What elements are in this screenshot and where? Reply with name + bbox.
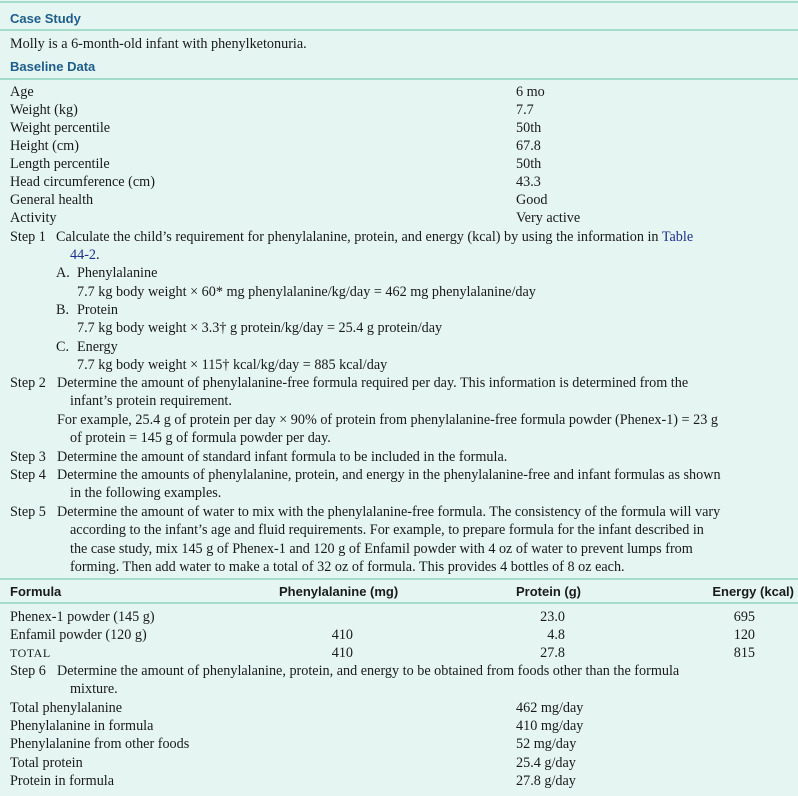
table-cell-energy: 815 <box>733 645 755 661</box>
step-text: infant’s protein requirement. <box>70 393 232 409</box>
column-header-phenylalanine: Phenylalanine (mg) <box>279 584 399 599</box>
table-cell-phe: 410 <box>331 645 353 661</box>
step-text: Determine the amount of standard infant formula to be included in the formula. <box>57 449 508 465</box>
step-text: forming. Then add water to make a total of 32 oz of formula. This provides 4 bottles of 8 oz each. <box>70 559 625 575</box>
column-header-protein: Protein (g) <box>516 584 581 599</box>
step-text: Determine the amount of water to mix with the phenylalanine-free formula. The consistency of the formula will vary <box>57 504 721 520</box>
column-header-energy: Energy (kcal) <box>712 584 794 599</box>
table-header-rule <box>0 602 798 604</box>
column-header-formula: Formula <box>10 584 62 599</box>
table-cell-energy: 120 <box>733 627 755 643</box>
table-cell-protein: 23.0 <box>540 609 565 625</box>
summary-value: 27.8 g/day <box>516 773 576 789</box>
baseline-label: Activity <box>10 210 57 226</box>
baseline-label: Age <box>10 84 34 100</box>
step-text: Determine the amount of phenylalanine-free formula required per day. This information is determined from the <box>57 375 689 391</box>
baseline-value: 6 mo <box>516 84 545 100</box>
step-label: Step 2 <box>10 375 46 391</box>
step-text <box>70 246 100 264</box>
table-cell-formula: Enfamil powder (120 g) <box>10 627 147 643</box>
table-cell-formula: Phenex-1 powder (145 g) <box>10 609 155 625</box>
baseline-heading: Baseline Data <box>10 59 96 74</box>
table-cell-protein: 27.8 <box>540 645 565 661</box>
item-title: Phenylalanine <box>77 265 158 281</box>
item-calc: 7.7 kg body weight × 3.3† g protein/kg/day = 25.4 g protein/day <box>77 320 443 336</box>
baseline-value: 43.3 <box>516 174 541 190</box>
item-letter: C. <box>56 339 70 355</box>
baseline-value: Very active <box>516 210 581 226</box>
top-rule <box>0 1 798 3</box>
case-study-rule <box>0 29 798 31</box>
item-title: Protein <box>77 302 118 318</box>
step-label: Step 6 <box>10 663 46 679</box>
summary-value: 410 mg/day <box>516 718 584 734</box>
summary-value: 25.4 g/day <box>516 755 576 771</box>
step-label: Step 4 <box>10 467 46 483</box>
step-text: according to the infant’s age and fluid requirements. For example, to prepare formula for the infant described in <box>70 522 704 538</box>
summary-label: Phenylalanine from other foods <box>10 736 190 752</box>
baseline-label: Head circumference (cm) <box>10 174 155 190</box>
item-calc: 7.7 kg body weight × 60* mg phenylalanine/kg/day = 462 mg phenylalanine/day <box>77 284 536 300</box>
summary-value: 52 mg/day <box>516 736 577 752</box>
step-label: Step 1 <box>10 229 46 245</box>
step-example: For example, 25.4 g of protein per day × 90% of protein from phenylalanine-free formula powder (Phenex-1) = 23 g <box>57 412 718 428</box>
table-cell-protein: 4.8 <box>547 627 565 643</box>
step-text <box>56 228 693 246</box>
step-example: of protein = 145 g of formula powder per day. <box>70 430 331 446</box>
step-text: Determine the amounts of phenylalanine, protein, and energy in the phenylalanine-free and infant formulas as shown <box>57 467 721 483</box>
baseline-label: General health <box>10 192 94 208</box>
baseline-value: 7.7 <box>516 102 534 118</box>
item-letter: B. <box>56 302 70 318</box>
baseline-label: Weight percentile <box>10 120 111 136</box>
case-study-intro: Molly is a 6-month-old infant with phenylketonuria. <box>10 36 307 52</box>
table-cell-phe: 410 <box>331 627 353 643</box>
baseline-value: Good <box>516 192 548 208</box>
step-label: Step 3 <box>10 449 46 465</box>
summary-label: Protein in formula <box>10 773 115 789</box>
baseline-rule <box>0 78 798 80</box>
baseline-value: 67.8 <box>516 138 541 154</box>
baseline-label: Length percentile <box>10 156 110 172</box>
table-link[interactable]: Table <box>661 229 694 245</box>
baseline-label: Height (cm) <box>10 138 79 154</box>
item-title: Energy <box>77 339 118 355</box>
summary-label: Total protein <box>10 755 83 771</box>
step-text: mixture. <box>70 681 118 697</box>
step-text: in the following examples. <box>70 485 222 501</box>
baseline-label: Weight (kg) <box>10 102 78 118</box>
table-top-rule <box>0 578 798 580</box>
summary-label: Phenylalanine in formula <box>10 718 154 734</box>
baseline-value: 50th <box>516 120 542 136</box>
table-link[interactable]: 44-2 <box>70 247 97 263</box>
item-letter: A. <box>56 265 70 281</box>
summary-value: 462 mg/day <box>516 700 584 716</box>
step-1-text: Calculate the child’s requirement for phenylalanine, protein, and energy (kcal) by using the information in <box>56 229 659 245</box>
item-calc: 7.7 kg body weight × 115† kcal/kg/day = 885 kcal/day <box>77 357 388 373</box>
step-text: Determine the amount of phenylalanine, protein, and energy to be obtained from foods other than the formula <box>57 663 680 679</box>
baseline-value: 50th <box>516 156 542 172</box>
case-study-heading: Case Study <box>10 11 81 26</box>
step-1-period: . <box>96 247 100 263</box>
table-cell-energy: 695 <box>733 609 755 625</box>
step-text: the case study, mix 145 g of Phenex-1 and 120 g of Enfamil powder with 4 oz of water to prevent lumps from <box>70 541 693 557</box>
summary-label: Total phenylalanine <box>10 700 123 716</box>
table-cell-formula: TOTAL <box>10 646 51 660</box>
step-label: Step 5 <box>10 504 46 520</box>
